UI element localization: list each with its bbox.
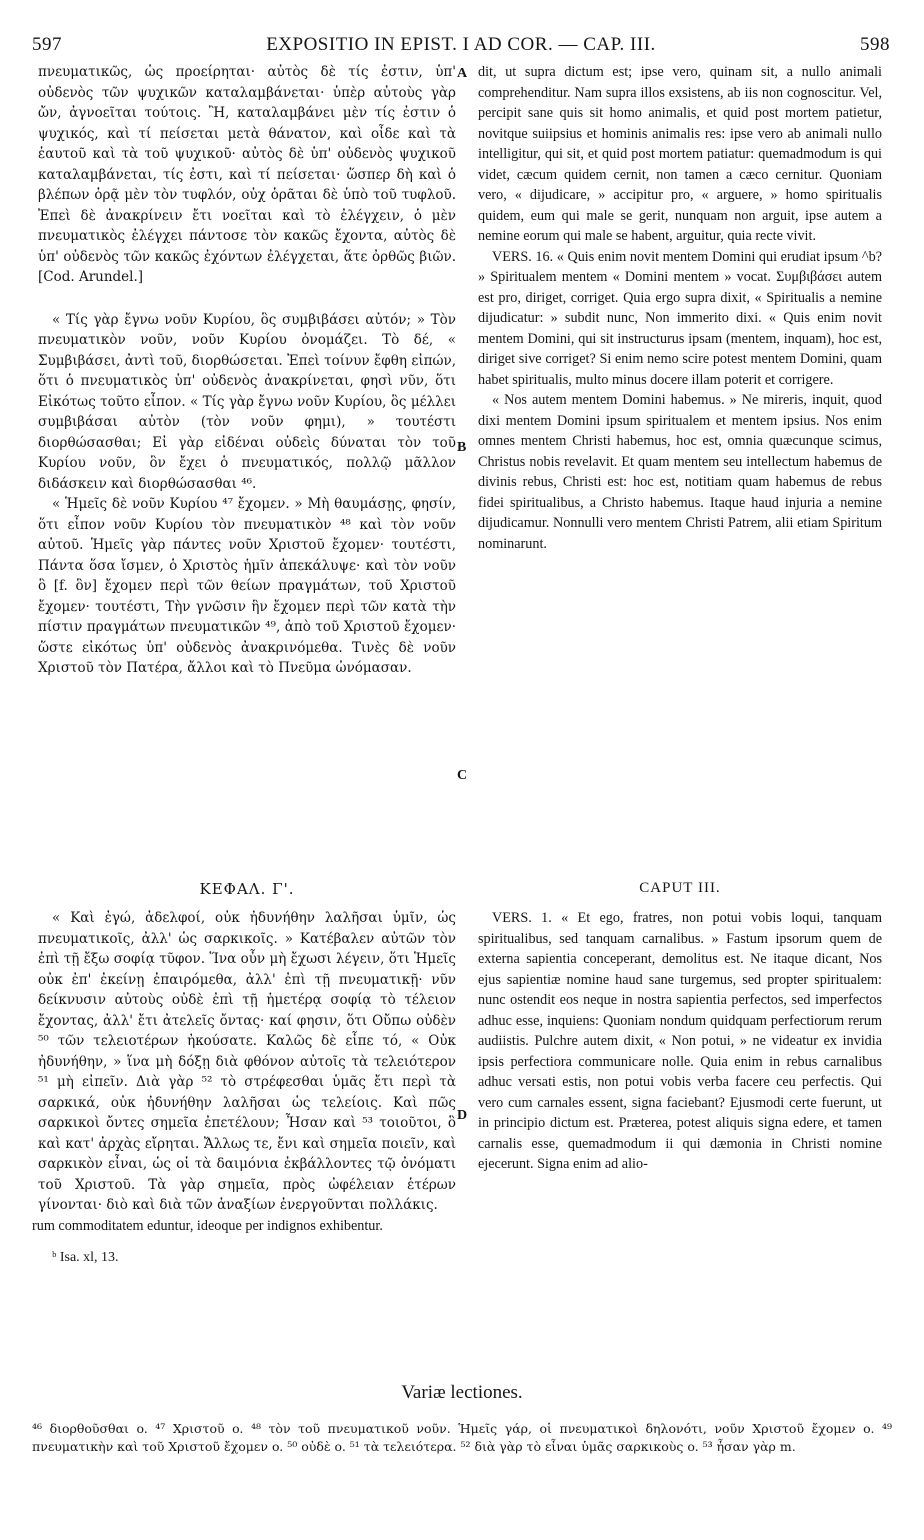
greek-column-top: [38, 62, 456, 679]
section-heading-greek: ΚΕΦΑΛ. Γ'.: [199, 880, 295, 898]
variae-lectiones-notes: [32, 1420, 892, 1456]
greek-paragraph: « Τίς γὰρ ἔγνω νοῦν Κυρίου, ὃς συμβιβάσει αὐτόν; » Τὸν πνευματικὸν νοῦν, νοῦν Κυρίου ὀνομάζει. Τὸ δέ, « Συμβιβάσει, ἀντὶ τοῦ, διορθώσεται. Ἐπεὶ τοίνυν ἔφθη εἰπών, ὅτι ὁ πνευματικὸς ὑπ' οὐδενὸς ἀνακρίνεται, φησὶ νῦν, ὅτι Εἰκότως τοῦτο εἶπον. « Τίς γὰρ ἔγνω νοῦν Κυρίου, ὃς μέλλει συμβιβάσαι αὐτὸν (τὸν νοῦν φημι), » τουτέστι διορθώσασθαι; Εἰ γὰρ εἰδέναι οὐδεὶς δύναται τὸν τοῦ Κυρίου νοῦν, ὃν ἔχει ὁ πνευματικός, πολλῷ μᾶλλον διδάσκειν καὶ διορθώσασθαι ⁴⁶.: [38, 311, 456, 492]
continuation-line: rum commoditatem eduntur, ideoque per indignos exhibentur.: [32, 1218, 383, 1234]
latin-paragraph: VERS. 16. « Quis enim novit mentem Domini qui erudiat ipsum ^b? » Spiritualem mentem « Domini mentem » vocat. Συμβιβάσει autem est pro, diriget, corriget. Quia ergo supra dixit, « Spiritualis a nemine dijudicatur: » subdit nunc, Non immerito dixi. « Quis enim novit mentem Domini, qui sit instructurus ipsam (mentem, inquam), hoc est, diriget sive corriget? Si enim nemo scire potest mentem Domini, quam habet spiritualis, multo minus docere illam poterit et corrigere.: [478, 248, 882, 388]
margin-marker-d: D: [457, 1108, 468, 1123]
section-heading-latin: CAPUT III.: [639, 880, 721, 896]
running-title: EXPOSITIO IN EPIST. I AD COR. — CAP. III.: [266, 34, 656, 55]
greek-column-bottom: [38, 908, 456, 1216]
latin-paragraph: VERS. 1. « Et ego, fratres, non potui vobis loqui, tanquam spiritualibus, sed tanquam carnalibus. » Fastum ipsorum quem de externa sapientia conceperant, demolitus est. Ne itaque dicant, Nos ejus sapientiæ nomine haud sane turgemus, sed propter spiritualem: nunc ostendit eos neque in nostra sapientia perfectos, sed imperfectos adhuc esse, inquiens: Quoniam nondum quidquam perfectiorum rerum audiistis. Pulchre autem dixit, « Non potui, » ne videatur ex invidia ipsis perfectiora communicare nolle. Quia enim in rebus carnalibus adhuc versati estis, non potui vobis verba facere ceu perfectis. Qui vero cum carnales essent, signa faciebant? Ejusmodi certe fuerunt, ut in principio dictum est. Præterea, potest aliquis signa edere, et tamen carnalis esse, quemadmodum ii qui dæmonia in Christi nomine ejecerunt. Signa enim ad alio-: [478, 910, 882, 1172]
scripture-reference: ᵇ Isa. xl, 13.: [52, 1250, 119, 1265]
latin-column-bottom: [478, 908, 882, 1175]
margin-marker-b: B: [457, 440, 467, 455]
greek-paragraph: πνευματικῶς, ὡς προείρηται· αὐτὸς δὲ τίς ἐστιν, ὑπ' οὐδενὸς τῶν ψυχικῶν καταλαμβάνεται· ὑπὲρ αὐτοὺς γὰρ ὤν, ἀγνοεῖται τούτοις. Ἢ, καταλαμβάνει μὲν τίς ἐστιν ὁ ψυχικός, καὶ τί πείσεται μετὰ θάνατον, καὶ οἶδε καὶ τὰ ἑαυτοῦ καὶ τὰ τοῦ ψυχικοῦ· αὐτὸς δὲ ὑπ' οὐδενὸς ψυχικοῦ καταλαμβάνεται, τίς ἐστι, καὶ τί πείσεται· ὥσπερ δὴ καὶ ὁ βλέπων ὁρᾷ μὲν τὸν τυφλόν, οὐχ ὁρᾶται δὲ ὑπὸ τοῦ τυφλοῦ. Ἐπεὶ δὲ ἀνακρίνειν ἔτι νοεῖται καὶ τὸ ἐλέγχειν, ὁ μὲν πνευματικὸς ἐλέγχει πάντοσε τὸν κακῶς ἔχοντα, αὐτὸς δὲ ὑπ' οὐδενὸς τῶν κακῶς ἐχόντων ἐλέγχεται, ἅτε ὀρθῶς βιῶν. [Cod. Arundel.]: [38, 64, 456, 285]
latin-paragraph: dit, ut supra dictum est; ipse vero, quinam sit, a nullo animali comprehenditur. Nam supra illos exsistens, ab iis non cognoscitur. Vel, percipit sane quis sit homo animalis, et quid post mortem patietur, novitque suiipsius et hominis animalis res: ipse vero ab animali nullo intelligitur, qui sit, et quid post mortem patiatur: quemadmodum is qui videt, cæcum quidem cernit, non tamen a cæco cernitur. Quoniam vero, « dijudicare, » accipitur pro, « arguere, » homo spiritualis quidem, eum qui male se gerit, nunquam non arguit, ipse autem a nemine eorum qui male se habent, arguitur, quia recte vivit.: [478, 64, 882, 244]
greek-paragraph: « Καὶ ἐγώ, ἀδελφοί, οὐκ ἠδυνήθην λαλῆσαι ὑμῖν, ὡς πνευματικοῖς, ἀλλ' ὡς σαρκικοῖς. » Κατέβαλεν αὐτῶν τὸν ἐπὶ τῇ ἔξω σοφίᾳ τῦφον. Ἵνα οὖν μὴ ἔχωσι λέγειν, ὅτι Ἡμεῖς οὐκ ἐπ' ἐκείνῃ ἐπαιρόμεθα, ἀλλ' ἐπὶ τῇ πνευματικῇ· νῦν δείκνυσιν αὐτοὺς οὐδὲ ἐπὶ τῇ ἡμετέρᾳ σοφίᾳ τὸ τέλειον ἔχοντας, ἀλλ' ἔτι ἀτελεῖς ὄντας· καί φησιν, ὅτι Οὔπω οὐδὲν ⁵⁰ τῶν τελειοτέρων ἠκούσατε. Καλῶς δὲ εἶπε τό, « Οὐκ ἠδυνήθην, » ἵνα μὴ δόξῃ διὰ φθόνον αὐτοῖς τὰ τελειότερον ⁵¹ μὴ εἰπεῖν. Διὰ γὰρ ⁵² τὸ στρέφεσθαι ὑμᾶς ἔτι περὶ τὰ σαρκικά, οὐκ ἠδυνήθην λαλῆσαι ὡς τελείοις. Καὶ πῶς σαρκικοὶ ὄντες σημεῖα ἐπετέλουν; Ἦσαν καὶ ⁵³ τοιοῦτοι, ὃ καὶ κατ' ἀρχὰς εἴρηται. Ἄλλως τε, ἔνι καὶ σημεῖα ποιεῖν, καὶ σαρκικὸν εἶναι, ὡς οἱ τὰ δαιμόνια ἐκβάλλοντες τῷ ὀνόματι τοῦ Χριστοῦ. Τὰ γὰρ σημεῖα, πρὸς ὠφέλειαν ἑτέρων γίνονται· διὸ καὶ διὰ τῶν ἀναξίων ἐνεργοῦνται πολλάκις.: [38, 910, 456, 1213]
latin-paragraph: « Nos autem mentem Domini habemus. » Ne mireris, inquit, quod dixi mentem Domini ipsum spiritualem et mentem ipsius. Nos enim omnes mentem Christi habemus, hoc est, omnia quæcunque scimus, Christus nobis revelavit. Et quam mentem seu intellectum habemus de divinis rebus, Christi est: hoc est, notitiam quam habemus de rebus fidei spiritualibus, a Christo habemus. Itaque haud injuria a nemine dijudicamur. Nonnulli vero mentem Christi Patrem, alii etiam Spiritum nominarunt.: [478, 392, 882, 552]
page-header: [32, 34, 890, 58]
greek-paragraph: « Ἡμεῖς δὲ νοῦν Κυρίου ⁴⁷ ἔχομεν. » Μὴ θαυμάσῃς, φησίν, ὅτι εἶπον νοῦν Κυρίου τὸν πνευματικὸν ⁴⁸ καὶ τὸν νοῦν αὐτοῦ. Ἡμεῖς γὰρ πάντες νοῦν Χριστοῦ ἔχομεν· τουτέστι, Πάντα ὅσα ἴσμεν, ὁ Χριστὸς ἡμῖν ἀπεκάλυψε· καὶ τὸν νοῦν ὃ [f. ὃν] ἔχομεν περὶ τῶν θείων πραγμάτων, τοῦ Χριστοῦ ἔχομεν· τουτέστι, Τὴν γνῶσιν ἣν ἔχομεν περὶ τῶν κατὰ τὴν πίστιν πραγμάτων πνευματικῶν ⁴⁹, ἀπὸ τοῦ Χριστοῦ ἔχομεν· ὥστε εἰκότως ὑπ' οὐδενὸς ἀνακρινόμεθα. Τινὲς δὲ νοῦν Χριστοῦ τὸν Πατέρα, ἄλλοι καὶ τὸ Πνεῦμα ὠνόμασαν.: [38, 496, 456, 676]
latin-column-top: [478, 62, 882, 554]
margin-marker-a: A: [457, 66, 468, 81]
variae-lectiones-title: Variæ lectiones.: [401, 1382, 523, 1403]
margin-marker-c: C: [457, 768, 468, 783]
page-number-left: 597: [32, 34, 62, 55]
page-number-right: 598: [860, 34, 890, 55]
footnote-text: ⁴⁶ διορθοῦσθαι o. ⁴⁷ Χριστοῦ o. ⁴⁸ τὸν τοῦ πνευματικοῦ νοῦν. Ἡμεῖς γάρ, οἱ πνευματικοὶ δηλονότι, νοῦν Χριστοῦ ἔχομεν o. ⁴⁹ πνευματικὴν καὶ τοῦ Χριστοῦ ἔχομεν o. ⁵⁰ οὐδὲ o. ⁵¹ τὰ τελειότερα. ⁵² διὰ γὰρ τὸ εἶναι ὑμᾶς σαρκικοὺς o. ⁵³ ἦσαν γὰρ m.: [32, 1421, 892, 1454]
